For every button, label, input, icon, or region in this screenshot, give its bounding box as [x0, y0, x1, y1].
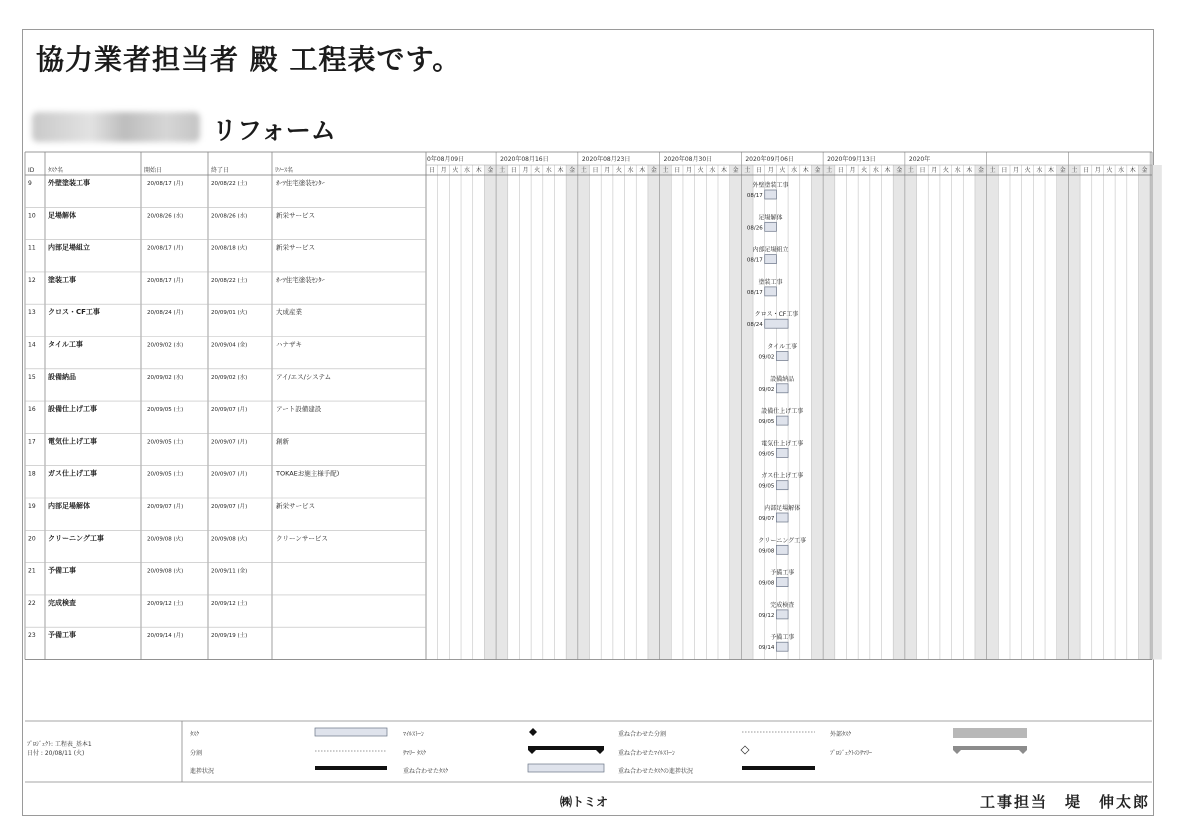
task-name: 設備仕上げ工事: [48, 405, 97, 414]
task-bar-label: 外壁塗装工事: [752, 182, 789, 189]
legend-progress-symbol: [315, 766, 387, 770]
day-label: 火: [779, 167, 786, 174]
day-label: 月: [931, 167, 938, 174]
day-label: 金: [650, 167, 657, 174]
end-date: 20/08/26 (水): [211, 213, 248, 220]
task-name: 予備工事: [48, 631, 76, 640]
day-label: 日: [510, 167, 517, 174]
task-bar: [776, 416, 788, 425]
end-date: 20/09/07 (月): [211, 471, 248, 478]
task-name: 内部足場解体: [48, 502, 90, 510]
day-label: 月: [1094, 167, 1101, 174]
legend-overlay-task-symbol: [528, 764, 604, 772]
weekend-shade: [905, 165, 917, 660]
day-label: 金: [896, 167, 903, 174]
day-label: 金: [814, 167, 821, 174]
day-label: 火: [452, 167, 459, 174]
weekend-shade: [741, 165, 753, 660]
task-start-label: 08/24: [746, 322, 763, 329]
task-bar-label: タイル工事: [767, 343, 798, 351]
task-start-label: 09/02: [758, 354, 775, 361]
weekend-shade: [893, 165, 905, 660]
task-name: 外壁塗装工事: [48, 179, 90, 187]
week-label: 2020年09月13日: [827, 156, 876, 163]
start-date: 20/09/08 (火): [147, 536, 184, 543]
day-label: 土: [499, 167, 506, 174]
day-label: 木: [721, 167, 728, 174]
day-label: 日: [592, 167, 599, 174]
task-bar: [776, 578, 788, 587]
start-date: 20/09/14 (月): [147, 633, 184, 640]
weekend-shade: [496, 165, 508, 660]
day-label: 水: [1036, 167, 1043, 174]
legend-summary-label: ｻﾏﾘｰ ﾀｽｸ: [403, 750, 426, 757]
end-date: 20/09/19 (土): [211, 633, 248, 640]
task-start-label: 09/08: [758, 548, 775, 555]
day-label: 金: [977, 167, 984, 174]
weekend-shade: [566, 165, 578, 660]
legend-overlay-progress-label: 重ね合わせたﾀｽｸの進捗状況: [618, 768, 694, 775]
task-bar: [776, 513, 788, 522]
weekend-shade: [1138, 165, 1150, 660]
task-bar-label: 完成検査: [770, 601, 795, 609]
week-label: 2020年08月30日: [663, 156, 713, 163]
column-header: 終了日: [211, 167, 230, 174]
column-header: ﾀｽｸ名: [48, 167, 64, 174]
legend-milestone-symbol: [529, 728, 537, 736]
day-label: 火: [534, 167, 541, 174]
day-label: 日: [919, 167, 926, 174]
legend-overlay-task-label: 重ね合わせたﾀｽｸ: [403, 768, 449, 775]
task-name: ガス仕上げ工事: [48, 469, 97, 478]
task-bar-label: クロス・CF工事: [754, 311, 799, 319]
project-subtitle: リフォーム: [212, 116, 336, 145]
task-bar-label: 電気仕上げ工事: [761, 440, 804, 448]
end-date: 20/09/01 (火): [211, 310, 248, 317]
resource-name: ｵｰﾂ住宅塗装ｾﾝﾀｰ: [276, 275, 325, 284]
day-label: 土: [662, 167, 669, 174]
resource-name: TOKAEお施主様手配): [276, 469, 340, 478]
day-label: 水: [627, 167, 634, 174]
task-bar: [776, 610, 788, 619]
end-date: 20/08/18 (火): [211, 245, 248, 252]
start-date: 20/09/05 (土): [147, 471, 184, 478]
day-label: 金: [732, 167, 739, 174]
day-label: 土: [744, 167, 751, 174]
row-id: 16: [28, 406, 36, 414]
day-label: 月: [604, 167, 611, 174]
day-label: 月: [522, 167, 529, 174]
end-date: 20/09/12 (土): [211, 600, 248, 607]
task-start-label: 09/02: [758, 386, 775, 393]
end-date: 20/09/11 (金): [211, 568, 248, 575]
end-date: 20/09/02 (水): [211, 374, 248, 381]
task-bar: [776, 384, 788, 393]
day-label: 木: [966, 167, 973, 174]
task-start-label: 08/17: [746, 257, 763, 264]
task-bar-label: 設備仕上げ工事: [761, 408, 804, 416]
task-start-label: 09/12: [758, 612, 775, 619]
start-date: 20/09/07 (月): [147, 504, 184, 510]
task-start-label: 09/08: [758, 580, 775, 587]
legend-overlay-milestone-symbol: [741, 746, 749, 754]
task-start-label: 08/17: [746, 289, 763, 296]
row-id: 13: [28, 309, 36, 317]
row-id: 10: [28, 212, 36, 220]
row-id: 11: [28, 244, 36, 252]
weekend-shade: [975, 165, 987, 660]
day-label: 金: [569, 167, 576, 174]
resource-name: アイ/エス/システム: [276, 372, 332, 381]
end-date: 20/09/07 (月): [211, 407, 248, 414]
task-name: タイル工事: [48, 340, 83, 349]
row-id: 18: [28, 470, 36, 478]
day-label: 土: [1071, 167, 1078, 174]
task-start-label: 09/14: [758, 645, 775, 652]
start-date: 20/08/24 (月): [147, 310, 184, 317]
task-start-label: 09/05: [758, 483, 775, 490]
row-id: 22: [28, 599, 36, 607]
task-bar: [776, 352, 788, 361]
day-label: 金: [1141, 167, 1148, 174]
weekend-shade: [987, 165, 999, 660]
resource-name: 創新: [276, 437, 289, 446]
end-date: 20/08/22 (土): [211, 181, 248, 187]
legend-summary-symbol: [528, 746, 604, 754]
resource-name: 新栄サービス: [276, 502, 315, 510]
task-start-label: 08/17: [746, 193, 763, 199]
day-label: 木: [802, 167, 809, 174]
row-id: 15: [28, 373, 36, 381]
task-name: 電気仕上げ工事: [48, 437, 97, 446]
start-date: 20/09/02 (水): [147, 342, 184, 349]
task-bar-label: 設備納品: [770, 375, 795, 383]
day-label: 木: [884, 167, 891, 174]
day-label: 月: [849, 167, 856, 174]
weekend-shade: [811, 165, 823, 660]
start-date: 20/08/17 (月): [147, 181, 184, 187]
day-label: 日: [429, 167, 436, 174]
day-label: 土: [907, 167, 914, 174]
day-label: 木: [1129, 167, 1136, 174]
start-date: 20/08/17 (月): [147, 245, 184, 252]
day-label: 月: [685, 167, 692, 174]
task-name: 内部足場組立: [48, 243, 90, 252]
day-label: 水: [545, 167, 552, 174]
legend-task-symbol: [315, 728, 387, 736]
start-date: 20/08/17 (月): [147, 277, 184, 284]
day-label: 水: [709, 167, 716, 174]
task-name: クリーニング工事: [48, 534, 104, 543]
day-label: 火: [1106, 167, 1113, 174]
week-label: 2020年08月16日: [500, 156, 549, 163]
column-header: ID: [28, 167, 35, 174]
resource-name: クリーンサービス: [276, 534, 328, 543]
day-label: 水: [464, 167, 471, 174]
person-in-charge: 工事担当 堤 伸太郎: [980, 793, 1151, 811]
legend-external-task-symbol: [953, 728, 1027, 738]
column-header: 開始日: [144, 167, 163, 174]
week-label: 2020年08月23日: [581, 156, 631, 163]
day-label: 土: [989, 167, 996, 174]
row-id: 9: [28, 180, 32, 187]
end-date: 20/08/22 (土): [211, 277, 248, 284]
end-date: 20/09/04 (金): [211, 342, 248, 349]
legend-project-summary-label: ﾌﾟﾛｼﾞｪｸﾄのｻﾏﾘｰ: [830, 750, 873, 757]
day-label: 日: [1001, 167, 1008, 174]
legend-external-task-label: 外部ﾀｽｸ: [830, 731, 852, 738]
task-start-label: 09/07: [758, 516, 775, 522]
start-date: 20/09/05 (土): [147, 407, 184, 414]
day-label: 金: [487, 167, 494, 174]
legend-overlay-milestone-label: 重ね合わせたﾏｲﾙｽﾄｰﾝ: [618, 750, 676, 757]
task-name: 設備納品: [48, 372, 76, 381]
day-label: 火: [861, 167, 868, 174]
task-bar: [776, 545, 788, 554]
task-bar: [776, 481, 788, 490]
legend-info: [27, 740, 92, 758]
task-bar: [765, 287, 777, 296]
task-name: 予備工事: [48, 566, 76, 575]
weekend-shade: [730, 165, 742, 660]
day-label: 木: [557, 167, 564, 174]
task-bar-label: クリーニング工事: [758, 537, 807, 545]
day-label: 日: [837, 167, 844, 174]
task-name: 完成検査: [48, 598, 76, 607]
resource-name: ハナザキ: [276, 340, 302, 349]
task-bar: [776, 448, 788, 457]
task-start-label: 08/26: [746, 225, 763, 232]
end-date: 20/09/07 (月): [211, 439, 248, 446]
week-label: 2020年: [908, 156, 931, 163]
resource-name: ｵｰﾂ住宅塗装ｾﾝﾀｰ: [276, 179, 325, 187]
day-label: 水: [1118, 167, 1125, 174]
weekend-shade: [1057, 165, 1069, 660]
weekend-shade: [660, 165, 672, 660]
task-bar-label: 内部足場解体: [764, 505, 801, 512]
row-id: 19: [28, 503, 36, 510]
task-bar: [765, 319, 788, 328]
task-name: クロス・CF工事: [48, 308, 100, 317]
day-label: 金: [1059, 167, 1066, 174]
day-label: 火: [942, 167, 949, 174]
task-bar-label: 足場解体: [758, 214, 783, 222]
day-label: 水: [954, 167, 961, 174]
task-bar: [765, 190, 777, 199]
day-label: 日: [1083, 167, 1090, 174]
day-label: 土: [826, 167, 833, 174]
task-bar: [765, 222, 777, 231]
day-label: 火: [697, 167, 704, 174]
day-label: 水: [791, 167, 798, 174]
task-bar-label: 予備工事: [770, 634, 795, 642]
resource-name: 大成産業: [276, 308, 302, 317]
company-name: ㈱トミオ: [560, 795, 609, 809]
task-name: 塗装工事: [48, 275, 76, 284]
start-date: 20/09/05 (土): [147, 439, 184, 446]
week-label: 2020年09月06日: [745, 156, 794, 163]
row-id: 21: [28, 567, 36, 575]
start-date: 20/08/26 (水): [147, 213, 184, 220]
start-date: 20/09/12 (土): [147, 600, 184, 607]
legend-progress-label: 進捗状況: [190, 768, 215, 775]
legend-date: 日付 : 20/08/11 (火): [27, 750, 85, 757]
weekend-shade: [578, 165, 590, 660]
start-date: 20/09/02 (水): [147, 374, 184, 381]
row-id: 20: [28, 535, 36, 543]
end-date: 20/09/07 (月): [211, 504, 248, 510]
task-bar: [776, 642, 788, 651]
week-label: 0年08月09日: [427, 156, 465, 163]
row-id: 23: [28, 632, 36, 640]
weekend-shade: [823, 165, 835, 660]
day-label: 木: [475, 167, 482, 174]
day-label: 火: [1024, 167, 1031, 174]
day-label: 土: [580, 167, 587, 174]
task-bar-label: ガス仕上げ工事: [761, 472, 804, 480]
row-id: 12: [28, 276, 36, 284]
legend-project: ﾌﾟﾛｼﾞｪｸﾄ: 工程表_基本1: [27, 741, 92, 748]
legend-split-label: 分割: [190, 750, 203, 757]
task-name: 足場解体: [48, 211, 76, 220]
task-start-label: 09/05: [758, 451, 775, 458]
resource-name: 新栄サービス: [276, 243, 315, 252]
task-bar-label: 塗装工事: [758, 278, 783, 286]
day-label: 日: [756, 167, 763, 174]
legend-milestone-label: ﾏｲﾙｽﾄｰﾝ: [403, 731, 425, 738]
page-title: 協力業者担当者 殿 工程表です。: [36, 43, 462, 76]
day-label: 月: [767, 167, 774, 174]
day-label: 火: [615, 167, 622, 174]
day-label: 月: [440, 167, 447, 174]
resource-name: アート設備建設: [276, 405, 322, 414]
legend-project-summary-symbol: [953, 746, 1027, 754]
weekend-shade: [484, 165, 496, 660]
task-bar-label: 予備工事: [770, 569, 795, 577]
resource-name: 新栄サービス: [276, 211, 315, 220]
day-label: 水: [872, 167, 879, 174]
weekend-shade: [1068, 165, 1080, 660]
day-label: 日: [674, 167, 681, 174]
legend-task-label: ﾀｽｸ: [190, 731, 200, 738]
day-label: 木: [639, 167, 646, 174]
weekend-shade: [648, 165, 660, 660]
day-label: 月: [1013, 167, 1020, 174]
end-date: 20/09/08 (火): [211, 536, 248, 543]
start-date: 20/09/08 (火): [147, 568, 184, 575]
task-bar: [765, 255, 777, 264]
task-bar-label: 内部足場組立: [752, 246, 789, 254]
column-header: ﾘｿｰｽ名: [275, 167, 294, 174]
row-id: 17: [28, 438, 36, 446]
legend-overlay-progress-symbol: [742, 766, 815, 770]
legend-overlay-split-label: 重ね合わせた分割: [618, 731, 667, 738]
day-label: 木: [1048, 167, 1055, 174]
row-id: 14: [28, 341, 36, 349]
task-start-label: 09/05: [758, 419, 775, 426]
